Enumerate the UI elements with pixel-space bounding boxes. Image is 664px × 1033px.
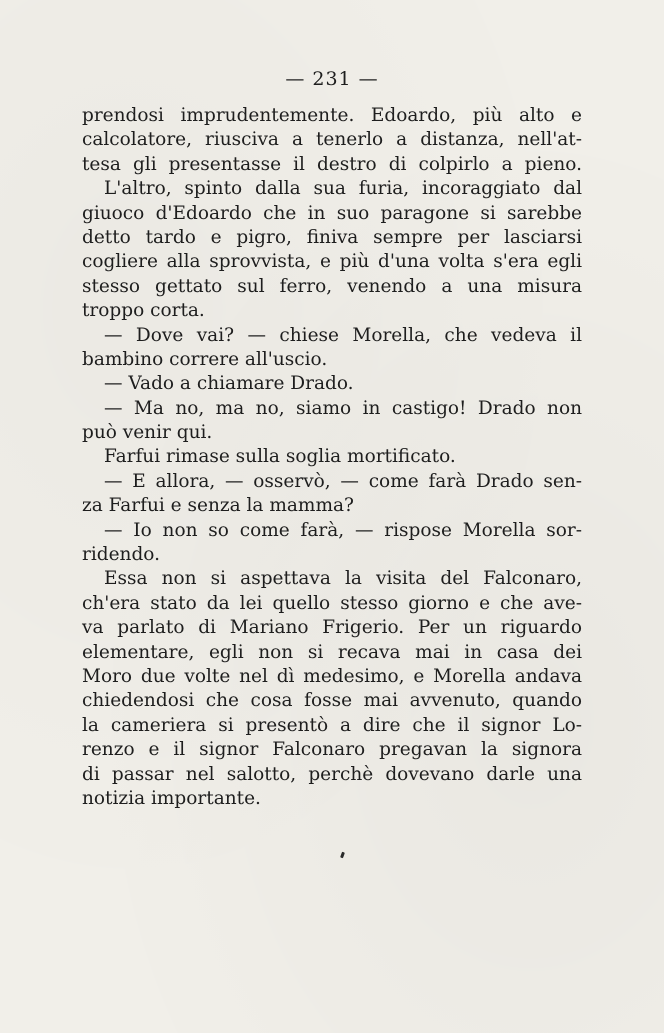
text-line: di passar nel salotto, perchè dovevano darle una — [82, 763, 582, 785]
text-line: la cameriera si presentò a dire che il signor Lo- — [82, 714, 582, 736]
text-line: — Vado a chiamare Drado. — [104, 373, 354, 395]
text-line: L'altro, spinto dalla sua furia, incoraggiato dal — [104, 178, 582, 200]
text-line: chiedendosi che cosa fosse mai avvenuto, quando — [82, 690, 582, 712]
text-line: za Farfui e senza la mamma? — [82, 495, 354, 517]
text-line: — E allora, — osservò, — come farà Drado sen- — [104, 470, 582, 492]
text-line: Farfui rimase sulla soglia mortificato. — [104, 446, 456, 468]
text-line: Moro due volte nel dì medesimo, e Morella andava — [82, 665, 582, 687]
text-line: stesso gettato sul ferro, venendo a una misura — [82, 275, 582, 297]
text-line: ch'era stato da lei quello stesso giorno e che ave- — [82, 592, 582, 614]
text-line: giuoco d'Edoardo che in suo paragone si sarebbe — [82, 202, 582, 224]
text-line: — Dove vai? — chiese Morella, che vedeva il — [104, 324, 582, 346]
text-line: ridendo. — [82, 544, 161, 566]
text-line: Essa non si aspettava la visita del Falconaro, — [104, 568, 582, 590]
text-line: elementare, egli non si recava mai in casa dei — [82, 641, 582, 663]
text-line: — Io non so come farà, — rispose Morella sor- — [104, 519, 582, 541]
text-line: detto tardo e pigro, finiva sempre per lasciarsi — [82, 226, 582, 248]
text-line: bambino correre all'uscio. — [82, 348, 328, 370]
text-line: calcolatore, riusciva a tenerlo a distanza, nell'at- — [82, 129, 582, 151]
text-line: tesa gli presentasse il destro di colpirlo a pieno. — [82, 153, 582, 175]
text-line: troppo corta. — [82, 300, 205, 322]
page-number: — 231 — — [285, 68, 379, 90]
text-line: — Ma no, ma no, siamo in castigo! Drado non — [104, 397, 582, 419]
body-text — [82, 104, 582, 811]
text-line: prendosi imprudentemente. Edoardo, più alto e — [82, 105, 582, 126]
text-line: notizia importante. — [82, 787, 261, 809]
text-line: può venir qui. — [82, 422, 213, 444]
text-line: cogliere alla sprovvista, e più d'una volta s'era egli — [82, 251, 582, 273]
text-line: va parlato di Mariano Frigerio. Per un riguardo — [82, 617, 582, 639]
text-line: renzo e il signor Falconaro pregavan la signora — [82, 739, 582, 761]
ink-speck — [340, 852, 345, 859]
